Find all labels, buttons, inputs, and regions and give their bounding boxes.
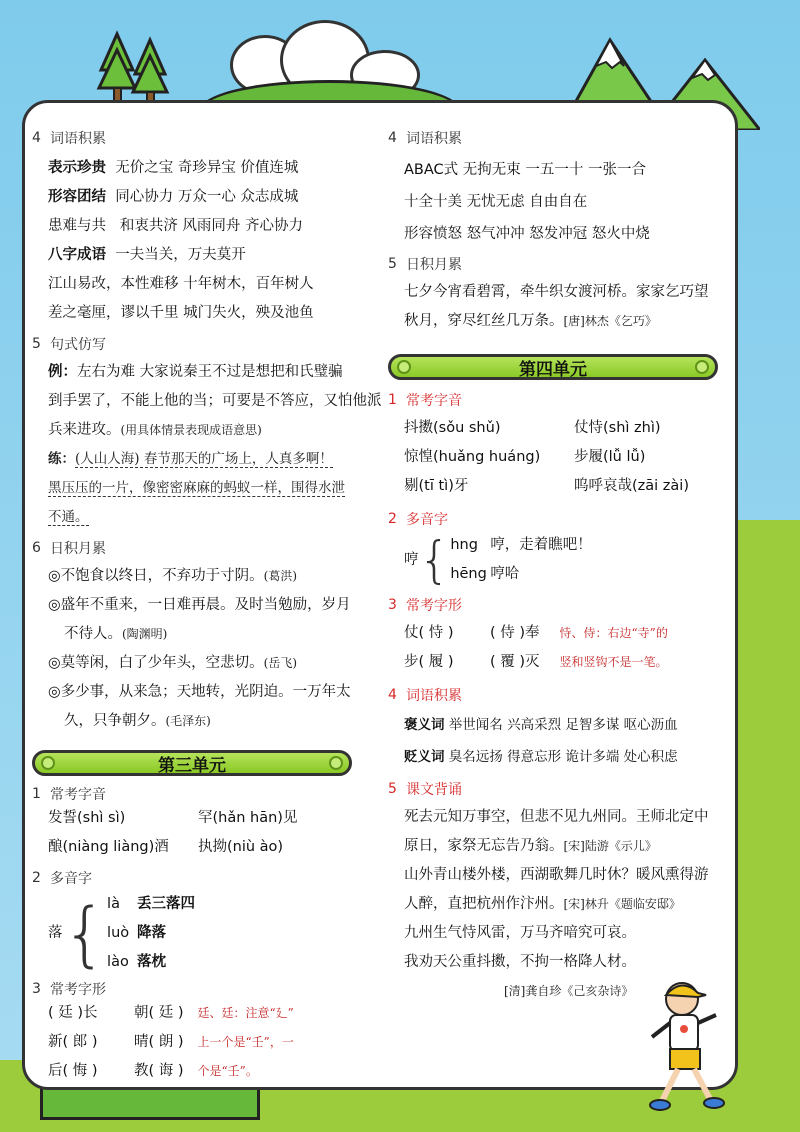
- polyphone-row: luò 降落: [107, 925, 167, 941]
- section-title: 词语积累: [406, 688, 462, 704]
- glyph-row: 新( 郎 ) 晴( 朗 ): [48, 1034, 184, 1050]
- pinyin-row: 发誓(shì sì) 罕(hǎn hān)见: [48, 810, 298, 826]
- glyph-note: 上一个是“壬”，一: [197, 1035, 294, 1049]
- glyph-row: 后( 悔 ) 教( 诲 ): [48, 1063, 184, 1079]
- poem-line: 原日，家祭无忘告乃翁。[宋]陆游《示儿》: [404, 838, 657, 854]
- section-number: 3: [32, 981, 41, 997]
- section-number: 5: [32, 336, 41, 352]
- example-line: 兵来进攻。(用具体情景表现成语意思): [48, 422, 262, 438]
- glyph-row: ( 廷 )长 朝( 廷 ): [48, 1005, 184, 1021]
- vocab-line: 患难与共 和衷共济 风雨同舟 齐心协力: [48, 218, 304, 234]
- section-number: 4: [388, 130, 397, 146]
- section-header: [32, 784, 372, 804]
- section-header: [388, 254, 728, 274]
- section-header: [32, 334, 372, 354]
- poem-line: 死去元知万事空，但悲不见九州同。王师北定中: [404, 809, 709, 825]
- poem-line: 人醉，直把杭州作汴州。[宋]林升《题临安邸》: [404, 896, 681, 912]
- poem-line: 秋月，穿尽红丝几万条。[唐]林杰《乞巧》: [404, 313, 657, 329]
- section-title: 常考字形: [50, 982, 106, 998]
- quote-line: ◎莫等闲，白了少年头，空悲切。(岳飞): [48, 655, 298, 671]
- section-title: 课文背诵: [406, 782, 462, 798]
- polyphone-row: hēng 哼哈: [450, 566, 520, 582]
- section-header: [388, 685, 728, 705]
- pinyin-row: 抖擞(sǒu shǔ) 仗恃(shì zhì): [404, 420, 661, 436]
- section-number: 2: [32, 870, 41, 886]
- polyphone-row: là 丢三落四: [107, 896, 196, 912]
- section-title: 多音字: [50, 871, 92, 887]
- glyph-note: 竖和竖钩不是一笔。: [559, 655, 668, 669]
- unit-title-bar: [388, 354, 718, 380]
- polyphone-row: hng 哼，走着瞧吧！: [450, 537, 592, 553]
- example-line: 到手罢了，不能上他的当；可要是不答应，又怕他派: [48, 393, 382, 409]
- section-header: [32, 868, 372, 888]
- section-number: 4: [32, 130, 41, 146]
- poem-line: 山外青山楼外楼，西湖歌舞几时休？暖风熏得游: [404, 867, 709, 883]
- vocab-line: 形容愤怒 怒气冲冲 怒发冲冠 怒火中烧: [404, 226, 650, 242]
- example-line: 例：左右为难 大家说秦王不过是想把和氏璧骗: [48, 364, 343, 380]
- section-title: 词语积累: [50, 131, 106, 147]
- section-title: 日积月累: [50, 541, 106, 557]
- section-number: 1: [32, 786, 41, 802]
- section-header: [32, 128, 372, 148]
- pinyin-row: 剔(tī tì)牙 呜呼哀哉(zāi zài): [404, 478, 689, 494]
- quote-line: ◎盛年不重来，一日难再晨。及时当勉励，岁月: [48, 597, 351, 613]
- unit-title-bar: [32, 750, 352, 776]
- glyph-note: 个是“壬”。: [197, 1064, 258, 1078]
- section-title: 日积月累: [406, 257, 462, 273]
- quote-line: 不待人。(陶渊明): [64, 626, 168, 642]
- practice-line: 不通。: [48, 509, 89, 525]
- tree-illustration: [95, 30, 175, 110]
- glyph-row: 仗( 恃 ) ( 侍 )奉: [404, 625, 540, 641]
- practice-line: 黑压压的一片，像密密麻麻的蚂蚁一样，围得水泄: [48, 480, 345, 496]
- brace-icon: {: [62, 892, 108, 975]
- section-title: 句式仿写: [50, 337, 106, 353]
- section-number: 5: [388, 781, 397, 797]
- section-title: 常考字形: [406, 598, 462, 614]
- unit-title: 第四单元: [519, 359, 587, 380]
- vocab-line: 表示珍贵 无价之宝 奇珍异宝 价值连城: [48, 160, 299, 176]
- section-header: [388, 390, 728, 410]
- section-number: 1: [388, 392, 397, 408]
- quote-line: 久，只争朝夕。(毛泽东): [64, 713, 211, 729]
- polyphone-row: lào 落枕: [107, 954, 167, 970]
- pinyin-row: 酿(niàng liàng)酒 执拗(niù ào): [48, 839, 284, 855]
- poem-line: 七夕今宵看碧霄，牵牛织女渡河桥。家家乞巧望: [404, 284, 709, 300]
- poem-line: 九州生气恃风雷，万马齐喑究可哀。: [404, 925, 636, 941]
- unit-title: 第三单元: [158, 755, 226, 776]
- section-number: 6: [32, 540, 41, 556]
- section-header: [32, 538, 372, 558]
- section-number: 3: [388, 597, 397, 613]
- section-header: [388, 128, 728, 148]
- poem-source: [清]龚自珍《己亥杂诗》: [504, 984, 634, 998]
- left-column: [32, 128, 382, 1086]
- glyph-note: 恃、侍：右边“寺”的: [559, 626, 668, 640]
- section-header: [388, 779, 728, 799]
- right-column: [388, 128, 728, 1006]
- section-title: 词语积累: [406, 131, 462, 147]
- polyphone-char: 落: [48, 925, 63, 941]
- section-header: [388, 595, 728, 615]
- section-number: 4: [388, 687, 397, 703]
- vocab-line: 十全十美 无忧无虑 自由自在: [404, 194, 588, 210]
- glyph-row: 步( 履 ) ( 覆 )灭: [404, 654, 540, 670]
- vocab-line: 贬义词 臭名远扬 得意忘形 诡计多端 处心积虑: [404, 749, 678, 765]
- section-title: 常考字音: [50, 787, 106, 803]
- running-child-illustration: [640, 975, 750, 1115]
- brace-icon: {: [418, 531, 451, 589]
- vocab-line: 江山易改，本性难移 十年树木，百年树人: [48, 276, 314, 292]
- quote-line: ◎不饱食以终日，不弃功于寸阴。(葛洪): [48, 568, 298, 584]
- vocab-line: 差之毫厘，谬以千里 城门失火，殃及池鱼: [48, 305, 314, 321]
- polyphone-char: 哼: [404, 551, 419, 568]
- glyph-note: 廷、廷：注意“廴”: [197, 1006, 294, 1020]
- vocab-line: ABAC式 无拘无束 一五一十 一张一合: [404, 162, 646, 178]
- vocab-line: 形容团结 同心协力 万众一心 众志成城: [48, 189, 299, 205]
- section-header: [388, 509, 728, 529]
- section-number: 2: [388, 511, 397, 527]
- section-title: 多音字: [406, 512, 448, 528]
- poem-line: 我劝天公重抖擞，不拘一格降人材。: [404, 954, 636, 970]
- section-title: 常考字音: [406, 393, 462, 409]
- quote-line: ◎多少事，从来急；天地转，光阴迫。一万年太: [48, 684, 351, 700]
- section-header: [32, 979, 372, 999]
- section-number: 5: [388, 256, 397, 272]
- practice-line: 练：(人山人海) 春节那天的广场上，人真多啊！: [48, 451, 333, 467]
- pinyin-row: 惊惶(huǎng huáng) 步履(lǚ lǚ): [404, 449, 646, 465]
- vocab-line: 八字成语 一夫当关，万夫莫开: [48, 247, 246, 263]
- vocab-line: 褒义词 举世闻名 兴高采烈 足智多谋 呕心沥血: [404, 717, 678, 733]
